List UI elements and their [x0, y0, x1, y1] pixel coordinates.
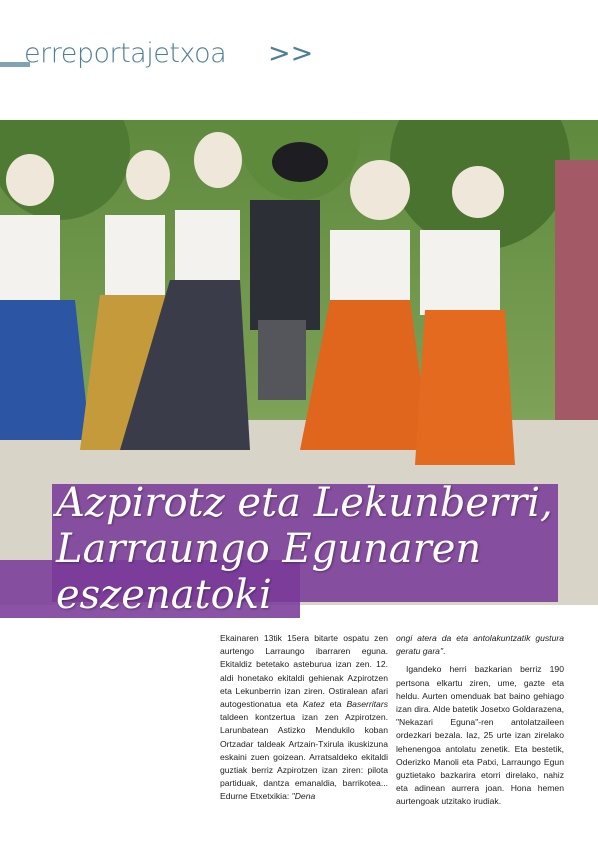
- paragraph: [396, 632, 564, 658]
- section-arrows: >>: [268, 38, 314, 69]
- text-run-italic: "Dena: [291, 791, 316, 802]
- article-column-left: [220, 632, 388, 804]
- paragraph: Igandeko herri bazkarian berriz 190 pertsona elkartu ziren, ume, gazte eta heldu. Aurten omenduak bat baino gehiago izan dira. Alde batetik Josetxo Goldarazena, "Nekazari Eguna"-ren antolatzaileen ordezkari bezala. Iaz, 25 urte izan zirelako lehenengoa antolatu zenetik. Eta bestetik, Oderizko Manoli eta Patxi, Larraungo Egun guztietako bazkarira etorri direlako, nahiz eta adinean aurrera joan. Hona hemen aurtengoak utzitako irudiak.: [396, 664, 564, 807]
- article-column-right: [396, 632, 564, 809]
- section-title: erreportajetxoa: [24, 38, 227, 69]
- text-run: Ekainaren 13tik 15era bitarte ospatu zen aurtengo Larraungo ibarraren eguna. Ekitaldiz betetako asteburua izan zen. 12. aldi honetako ekitaldi gehienak Azpirotzen eta Lekunberrin izan ziren. Ostiralean afari autogestionatua eta: [220, 633, 388, 710]
- headline-line-3: eszenatoki: [56, 572, 272, 618]
- section-header: [0, 38, 330, 72]
- text-run: taldeen kontzertua izan zen Azpirotzen. Larunbatean Astizko Mendukilo koban Ortzadar taldeak Artzain-Txirula ikuskizuna eskaini zuen goizean. Arratsaldeko ekitaldi guztiak berriz Azpirotzen izan ziren: pilota partiduak, dantza emanaldia, barrikotea... Edurne Etxetxikia:: [220, 712, 388, 802]
- article-headline: [56, 480, 596, 618]
- text-run: eta: [324, 699, 347, 710]
- text-run: .: [443, 646, 446, 657]
- text-run-italic: Katez: [302, 699, 325, 710]
- paragraph: [220, 632, 388, 804]
- headline-line-1: Azpirotz eta Lekunberri,: [56, 480, 553, 526]
- text-run-italic: Baserritars: [346, 699, 388, 710]
- text-run-italic: ongi atera da eta antolakuntzatik gustura geratu gara": [396, 633, 564, 657]
- headline-line-2: Larraungo Egunaren: [56, 526, 482, 572]
